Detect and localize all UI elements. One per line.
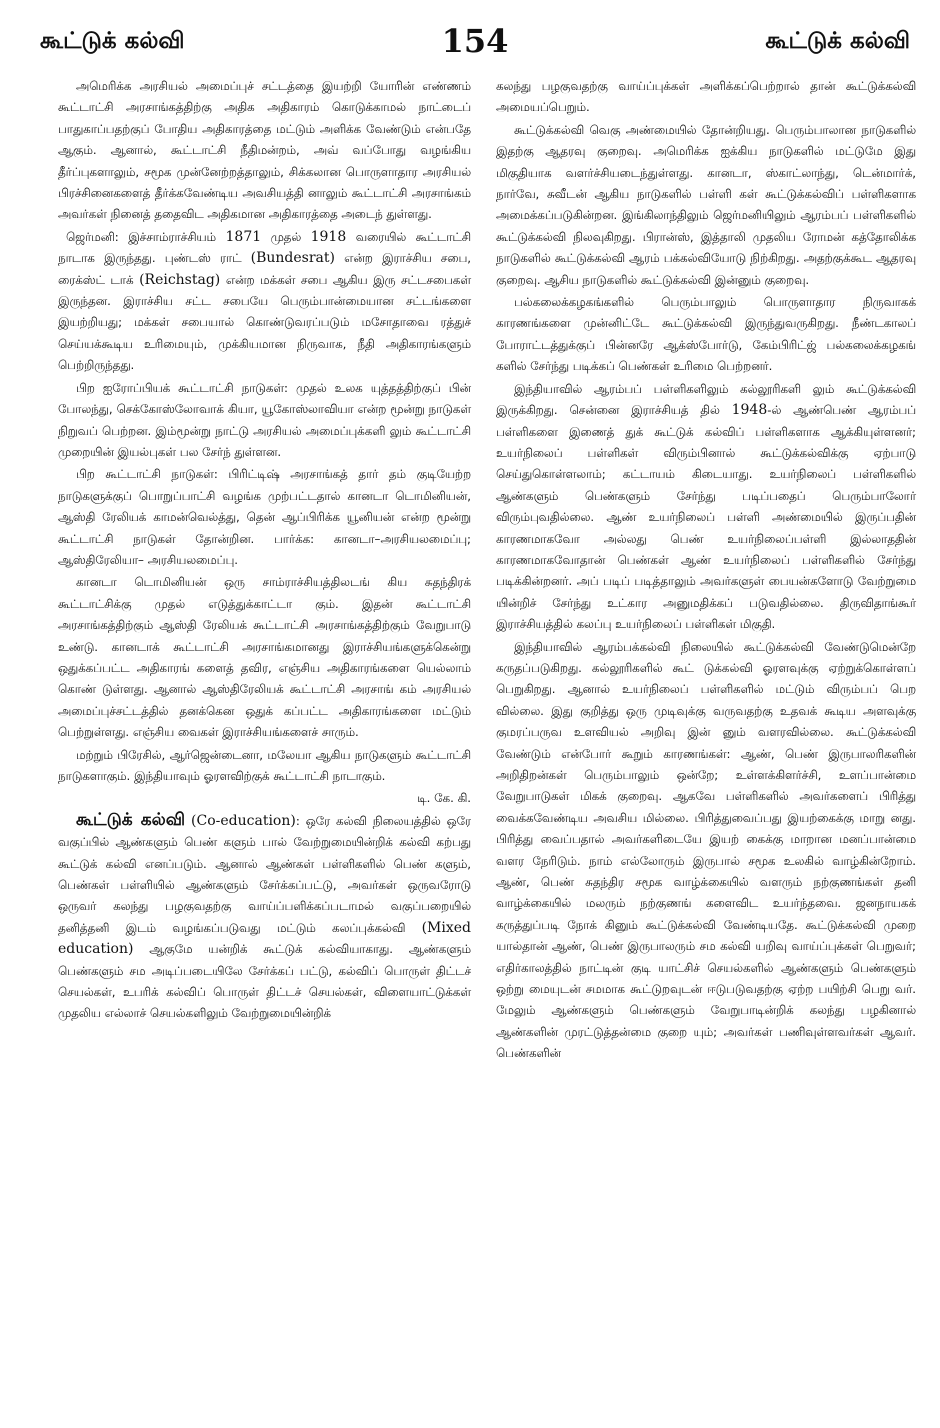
paragraph-germany: ஜெர்மனி: இச்சாம்ராச்சியம் 1871 முதல் 1918 வரையில் கூட்டாட்சி நாடாக இருந்தது. புண்டஸ் ராட் (Bundesrat) என்ற இராச்சிய சபை, ரைக்ஸ்ட் டாக் (Reichstag) என்ற மக்கள் சபை ஆகிய இரு சட்டசபைகள் இருந்தன. இராச்சிய சட்ட சபையே பெரும்பான்மையான சட்டங்களை இயற்றியது; மக்கள் சபையால் கொண்டுவரப்படும் மசோதாவை ரத்துச் செய்யக்கூடிய உரிமையும், முக்கியமான நிருவாக, நீதி அதிகாரங்களும் பெற்றிருந்தது. xyxy=(58,228,471,373)
entry-heading: கூட்டுக் கல்வி xyxy=(76,809,186,830)
paragraph-india: இந்தியாவில் ஆரம்பப் பள்ளிகளிலும் கல்லூரிகளி லும் கூட்டுக்கல்வி இருக்கிறது. சென்னை இராச்சியத் தில் 1948-ல் ஆண்பெண் ஆரம்பப் பள்ளிகளை இணைத் துக் கூட்டுக் கல்விப் பள்ளிகளாக ஆக்கியுள்ளனர்; உயர்நிலைப் பள்ளிகள் விரும்பினால் கூட்டுக்கல்விக்கு ஏற்பாடு செய்துகொள்ளலாம்; கட்டாயம் கிடையாது. உயர்நிலைப் பள்ளிகளில் ஆண்களும் பெண்களும் சேர்ந்து படிப்பதைப் பெரும்பாலோர் விரும்புவதில்லை. ஆண் உயர்நிலைப் பள்ளி அண்மையில் இருப்பதின் காரணமாகவோ அல்லது பெண் உயர்நிலைப்பள்ளி இல்லாததின் காரணமாகவோதான் பெண்கள் ஆண் உயர்நிலைப் பள்ளிகளில் சேர்ந்து படிக்கின்றனர். அப் படிப் படித்தாலும் அவர்களுள் பையன்களோடு வேற்றுமை யின்றிச் சேர்ந்து உட்கார அனுமதிக்கப் படுவதில்லை. திருவிதாங்கூர் இராச்சியத்தில் கலப்பு உயர்நிலைப் பள்ளிகள் மிகுதி. xyxy=(496,381,916,632)
paragraph-arguments: இந்தியாவில் ஆரம்பக்கல்வி நிலையில் கூட்டுக்கல்வி வேண்டுமென்றே கருதப்படுகிறது. கல்லூரிகளில் கூட் டுக்கல்வி ஓரளவுக்கு ஏற்றுக்கொள்ளப் பெறுகிறது. ஆனால் உயர்நிலைப் பள்ளிகளில் மட்டும் விரும்பப் பெற வில்லை. இது குறித்து ஒரு முடிவுக்கு வருவதற்கு உதவக் கூடிய அளவுக்கு குமரப்பருவ உளவியல் அறிவு இன் னும் வளரவில்லை. கூட்டுக்கல்வி வேண்டும் என்போர் கூறும் காரணங்கள்: ஆண், பெண் இருபாலரிகளின் அறிதிறன்கள் பெரும்பாலும் ஒன்றே; உள்ளக்கிளர்ச்சி, உளப்பான்மை வேறுபாடுகள் மிகக் குறைவு. ஆகவே பள்ளிகளில் அவர்களைப் பிரித்து வைக்கவேண்டிய அவசிய மில்லை. பிரித்துவைப்பது இயற்கைக்கு மாறு னது. பிரித்து வைப்பதால் அவர்களிடையே இயற் கைக்கு மாறான மனப்பான்மை வளர நேரிடும். நாம் எல்லோரும் இருபால் சமூக உலகில் வாழ்கின்றோம். ஆண், பெண் சுதந்திர சமூக வாழ்க்கையில் வளரும் நற்குணங்கள் தனி வாழ்க்கையில் மலரும் நற்குணங் களைவிட உயர்ந்தவை. ஜனநாயகக் கருத்துப்படி நோக் கினும் கூட்டுக்கல்வி வேண்டியதே. கூட்டுக்கல்வி முறை யால்தான் ஆண், பெண் இருபாலரும் சம கல்வி யறிவு வாய்ப்புக்கள் பெறுவர்; எதிர்காலத்தில் நாட்டின் குடி யாட்சிச் செயல்களில் ஆண்களும் பெண்களும் ஒற்று மையுடன் சமமாக கூட்டுறவுடன் ஈடுபடுவதற்கு ஏற்ற பயிற்சி பெறு வர். மேலும் ஆண்களும் பெண்களும் வேறுபாடின்றிக் கலந்து பழகினால் ஆண்களின் முரட்டுத்தன்மை குறை யும்; அவர்கள் பணிவுள்ளவர்கள் ஆவர். பெண்களின் xyxy=(496,639,916,1061)
paragraph-other-federations: பிற கூட்டாட்சி நாடுகள்: பிரிட்டிஷ் அரசாங்கத் தார் தம் குடியேற்ற நாடுகளுக்குப் பொறுப்பாட்சி வழங்க முற்பட்டதால் கானடா டொமினியன், ஆஸ்தி ரேலியக் காமன்வெல்த்து, தென் ஆப்பிரிக்க யூனியன் என்ற மூன்று கூட்டாட்சி நாடுகள் தோன்றின. பார்க்க: கானடா–அரசியலமைப்பு; ஆஸ்திரேலியா– அரசியலமைப்பு. xyxy=(58,467,471,567)
page-number: 154 xyxy=(441,22,509,60)
running-head-right: கூட்டுக் கல்வி xyxy=(765,28,910,54)
entry-heading-english: (Co-education) xyxy=(191,812,296,829)
page-header xyxy=(40,22,910,72)
author-initials: டி. கே. கி. xyxy=(417,791,471,806)
paragraph-other-countries: மற்றும் பிரேசில், ஆர்ஜென்டைனா, மலேயா ஆகிய நாடுகளும் கூட்டாட்சி நாடுகளாகும். இந்தியாவும் ஓரளவிற்குக் கூட்டாட்சி நாடாகும். xyxy=(58,747,471,783)
right-column xyxy=(496,76,916,1066)
left-column xyxy=(58,76,471,1026)
paragraph-us-federalism: அமெரிக்க அரசியல் அமைப்புச் சட்டத்தை இயற்றி யோரின் எண்ணம் கூட்டாட்சி அரசாங்கத்திற்கு அதிக அதிகாரம் கொடுக்காமல் நாட்டைப் பாதுகாப்பதற்குப் போதிய அதிகாரத்தை மட்டும் அளிக்க வேண்டும் என்பதே ஆகும். ஆனால், கூட்டாட்சி நீதிமன்றம், அவ் வப்போது வழங்கிய தீர்ப்புகளாலும், சமூக முன்னேற்றத்தாலும், சிக்கலான பொருளாதார அரசியல் பிரச்சினைகளைத் தீர்க்கவேண்டிய அவசியத்தி னாலும் கூட்டாட்சி அரசாங்கம் அவர்கள் நினைத் ததைவிட அதிகமான அதிகாரத்தை அடைந் துள்ளது. xyxy=(58,79,471,222)
paragraph-other-european: பிற ஐரோப்பியக் கூட்டாட்சி நாடுகள்: முதல் உலக யுத்தத்திற்குப் பின் போலந்து, செக்கோஸ்லோவாக் கியா, யூகோஸ்லாவியா என்ற மூன்று நாடுகள் நிறுவப் பெற்றன. இம்மூன்று நாட்டு அரசியல் அமைப்புக்களி லும் கூட்டாட்சி முறையின் இயல்புகள் பல சேர்ந் துள்ளன. xyxy=(58,380,471,459)
paragraph-coeducation-entry: கூட்டுக் கல்வி (Co-education): ஒரே கல்வி நிலையத்தில் ஒரே வகுப்பில் ஆண்களும் பெண் களும் பால் வேற்றுமையின்றிக் கல்வி கற்பது கூட்டுக் கல்வி எனப்படும். ஆனால் ஆண்கள் பள்ளிகளில் பெண் களும், பெண்கள் பள்ளியில் ஆண்களும் சேர்க்கப்பட்டு, அவர்கள் ஒருவரோடு ஒருவர் கலந்து பழகுவதற்கு வாய்ப்பளிக்கப்படாமல் வகுப்பறையில் தனித்தனி இடம் வழங்கப்படுவது மட்டும் கலப்புக்கல்வி (Mixed education) ஆகுமே யன்றிக் கூட்டுக் கல்வியாகாது. ஆண்களும் பெண்களும் சம அடிப்படையிலே சேர்க்கப் பட்டு, கல்விப் பொருள் திட்டச் செயல்கள், உபரிக் கல்விப் பொருள் திட்டச் செயல்கள், விளையாட்டுக்கள் முதலிய எல்லாச் செயல்களிலும் வேற்றுமையின்றிக் xyxy=(58,809,472,1021)
running-head-left: கூட்டுக் கல்வி xyxy=(40,28,185,54)
paragraph-recent-origin: கூட்டுக்கல்வி வெகு அண்மையில் தோன்றியது. பெரும்பாலான நாடுகளில் இதற்கு ஆதரவு குறைவு. அமெரிக்க ஐக்கிய நாடுகளில் மட்டுமே இது மிகுதியாக வளர்ச்சியடைந்துள்ளது. கானடா, ஸ்காட்லாந்து, டென்மார்க், நார்வே, சுவீடன் ஆகிய நாடுகளில் பள்ளி கள் கூட்டுக்கல்விப் பள்ளிகளாக அமைக்கப்படுகின்றன. இங்கிலாந்திலும் ஜெர்மனியிலும் ஆரம்பப் பள்ளிகளில் கூட்டுக்கல்வி நிலவுகிறது. பிரான்ஸ், இத்தாலி முதலிய ரோமன் கத்தோலிக்க நாடுகளில் கூட்டுக்கல்வி ஆரம் பக்கல்வியோடு நிற்கிறது. அதற்குக்கூட ஆதரவு குறைவு. ஆசிய நாடுகளில் கூட்டுக்கல்வி இன்னும் குறைவு. xyxy=(496,122,916,287)
paragraph-universities: பல்கலைக்கழகங்களில் பெரும்பாலும் பொருளாதார நிருவாகக் காரணங்களை முன்னிட்டே கூட்டுக்கல்வி இருந்துவருகிறது. நீண்டகாலப் போராட்டத்துக்குப் பின்னரே ஆக்ஸ்போர்டு, கேம்பிரிட்ஜ் பல்கலைக்கழகங் களில் சேர்ந்து படிக்கப் பெண்கள் உரிமை பெற்றனர். xyxy=(496,295,916,374)
paragraph-canada-australia: கானடா டொமினியன் ஒரு சாம்ராச்சியத்திலடங் கிய சுதந்திரக் கூட்டாட்சிக்கு முதல் எடுத்துக்காட்டா கும். இதன் கூட்டாட்சி அரசாங்கத்திற்கும் ஆஸ்தி ரேலியக் கூட்டாட்சி அரசாங்கத்திற்கும் வேறுபாடு உண்டு. கானடாக் கூட்டாட்சி அரசாங்கமானது இராச்சியங்களுக்கென்று ஒதுக்கப்பட்ட அதிகாரங் களைத் தவிர, எஞ்சிய அதிகாரங்களை யெல்லாம் கொண் டுள்ளது. ஆனால் ஆஸ்திரேலியக் கூட்டாட்சி அரசாங் கம் அரசியல் அமைப்புச்சட்டத்தில் தனக்கென ஒதுக் கப்பட்ட அதிகாரங்களை மட்டும் பெற்றுள்ளது. எஞ்சிய வைகள் இராச்சியங்களைச் சாரும். xyxy=(58,575,471,740)
paragraph-continued: கலந்து பழகுவதற்கு வாய்ப்புக்கள் அளிக்கப்பெற்றால் தான் கூட்டுக்கல்வி அமையப்பெறும். xyxy=(496,79,916,115)
